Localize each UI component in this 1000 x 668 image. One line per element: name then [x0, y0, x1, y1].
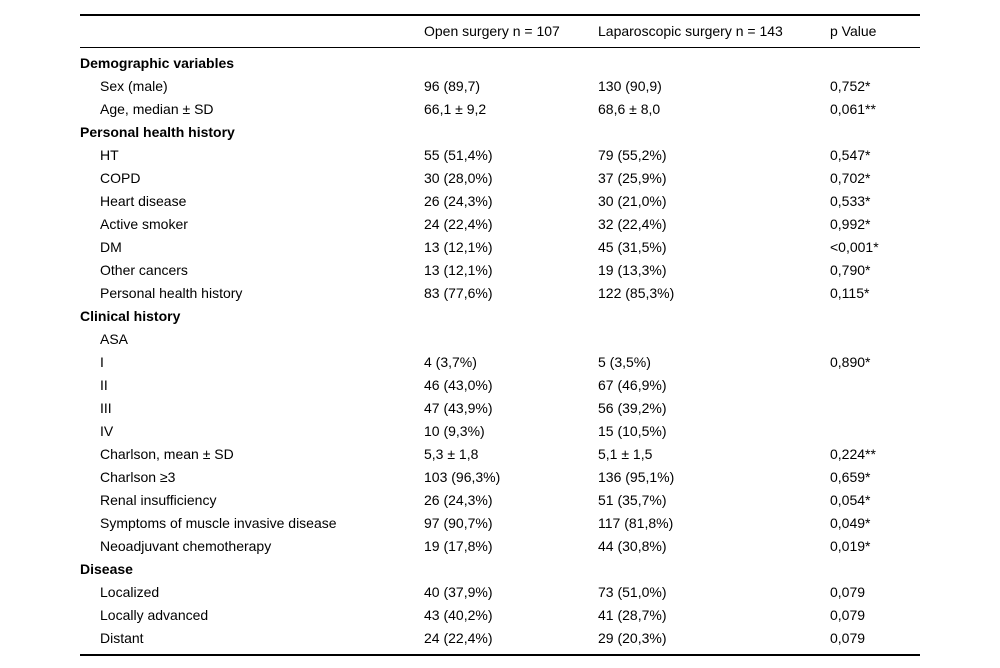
table-row — [80, 489, 920, 512]
table-row — [80, 351, 920, 374]
row-label: Demographic variables — [80, 55, 235, 71]
table-row — [80, 604, 920, 627]
row-label: Symptoms of muscle invasive disease — [100, 515, 337, 531]
col-p-value: 0,079 — [830, 630, 866, 646]
col-open-surgery — [424, 121, 598, 144]
col-p-value — [830, 121, 920, 144]
table-row — [80, 236, 920, 259]
col-open-surgery: 24 (22,4%) — [424, 216, 493, 232]
col-p-value: 0,061** — [830, 101, 876, 117]
col-open-surgery: 5,3 ± 1,8 — [424, 446, 479, 462]
row-label: Personal health history — [80, 124, 235, 140]
col-open-surgery: 47 (43,9%) — [424, 400, 493, 416]
col-open-surgery: 55 (51,4%) — [424, 147, 493, 163]
col-open-surgery — [424, 328, 598, 351]
col-p-value — [830, 305, 920, 328]
col-p-value: 0,533* — [830, 193, 871, 209]
col-laparoscopic-surgery: 15 (10,5%) — [598, 423, 667, 439]
col-laparoscopic-surgery: 136 (95,1%) — [598, 469, 675, 485]
row-label: COPD — [100, 170, 141, 186]
col-p-value: 0,890* — [830, 354, 871, 370]
col-open-surgery: 66,1 ± 9,2 — [424, 101, 487, 117]
section-row — [80, 121, 920, 144]
col-laparoscopic-surgery: 5 (3,5%) — [598, 354, 651, 370]
table-row — [80, 581, 920, 604]
col-laparoscopic-surgery: 29 (20,3%) — [598, 630, 667, 646]
row-label: DM — [100, 239, 122, 255]
row-label: Clinical history — [80, 308, 181, 324]
col-p-value — [830, 397, 920, 420]
table-row — [80, 190, 920, 213]
col-p-value: 0,547* — [830, 147, 871, 163]
row-label: Heart disease — [100, 193, 187, 209]
row-label: Sex (male) — [100, 78, 168, 94]
col-open-surgery — [424, 558, 598, 581]
table-row — [80, 75, 920, 98]
col-laparoscopic-surgery: 37 (25,9%) — [598, 170, 667, 186]
row-label: Other cancers — [100, 262, 188, 278]
col-laparoscopic-surgery: 44 (30,8%) — [598, 538, 667, 554]
col-laparoscopic-surgery: 30 (21,0%) — [598, 193, 667, 209]
col-open-surgery: 40 (37,9%) — [424, 584, 493, 600]
col-laparoscopic-surgery: 73 (51,0%) — [598, 584, 667, 600]
table-row — [80, 627, 920, 656]
col-p-value: 0,702* — [830, 170, 871, 186]
col-laparoscopic-surgery — [598, 121, 830, 144]
col-p-value — [830, 374, 920, 397]
col-open-surgery: 30 (28,0%) — [424, 170, 493, 186]
comparison-table — [80, 14, 920, 656]
col-open-surgery — [424, 48, 598, 75]
header-laparoscopic-surgery: Laparoscopic surgery n = 143 — [598, 23, 783, 39]
table-row — [80, 167, 920, 190]
col-laparoscopic-surgery: 117 (81,8%) — [598, 515, 674, 531]
col-open-surgery: 10 (9,3%) — [424, 423, 485, 439]
col-laparoscopic-surgery: 51 (35,7%) — [598, 492, 667, 508]
header-open-surgery: Open surgery n = 107 — [424, 23, 560, 39]
col-p-value — [830, 328, 920, 351]
table-row — [80, 535, 920, 558]
table-row — [80, 98, 920, 121]
col-open-surgery: 13 (12,1%) — [424, 262, 493, 278]
row-label: III — [100, 400, 112, 416]
col-p-value — [830, 558, 920, 581]
table-header — [80, 15, 920, 48]
header-row — [80, 15, 920, 48]
col-laparoscopic-surgery: 32 (22,4%) — [598, 216, 667, 232]
col-p-value: 0,752* — [830, 78, 871, 94]
col-laparoscopic-surgery: 56 (39,2%) — [598, 400, 667, 416]
section-row — [80, 305, 920, 328]
col-open-surgery — [424, 305, 598, 328]
col-open-surgery: 97 (90,7%) — [424, 515, 493, 531]
row-label: HT — [100, 147, 119, 163]
table-row — [80, 374, 920, 397]
col-laparoscopic-surgery: 41 (28,7%) — [598, 607, 667, 623]
section-row — [80, 558, 920, 581]
row-label: Disease — [80, 561, 133, 577]
table-row — [80, 466, 920, 489]
header-p-value: p Value — [830, 23, 877, 39]
col-laparoscopic-surgery: 5,1 ± 1,5 — [598, 446, 653, 462]
col-laparoscopic-surgery — [598, 305, 830, 328]
table-row — [80, 512, 920, 535]
row-label: II — [100, 377, 108, 393]
col-p-value: 0,079 — [830, 607, 866, 623]
col-laparoscopic-surgery — [598, 328, 830, 351]
col-laparoscopic-surgery: 45 (31,5%) — [598, 239, 667, 255]
row-label: Charlson ≥3 — [100, 469, 176, 485]
col-laparoscopic-surgery: 19 (13,3%) — [598, 262, 667, 278]
col-laparoscopic-surgery — [598, 558, 830, 581]
col-open-surgery: 83 (77,6%) — [424, 285, 493, 301]
table-row — [80, 144, 920, 167]
table-row — [80, 443, 920, 466]
row-label: Neoadjuvant chemotherapy — [100, 538, 272, 554]
col-open-surgery: 26 (24,3%) — [424, 193, 493, 209]
col-p-value: 0,079 — [830, 584, 866, 600]
col-p-value: 0,019* — [830, 538, 871, 554]
table-row — [80, 328, 920, 351]
col-laparoscopic-surgery: 122 (85,3%) — [598, 285, 675, 301]
col-p-value: <0,001* — [830, 239, 879, 255]
col-laparoscopic-surgery: 79 (55,2%) — [598, 147, 667, 163]
col-open-surgery: 46 (43,0%) — [424, 377, 493, 393]
col-p-value: 0,224** — [830, 446, 876, 462]
row-label: Localized — [100, 584, 160, 600]
table-body — [80, 48, 920, 656]
row-label: Active smoker — [100, 216, 188, 232]
col-p-value: 0,659* — [830, 469, 871, 485]
col-p-value — [830, 420, 920, 443]
col-open-surgery: 26 (24,3%) — [424, 492, 493, 508]
col-p-value: 0,049* — [830, 515, 871, 531]
col-laparoscopic-surgery: 68,6 ± 8,0 — [598, 101, 661, 117]
col-open-surgery: 19 (17,8%) — [424, 538, 493, 554]
col-laparoscopic-surgery: 67 (46,9%) — [598, 377, 667, 393]
table-row — [80, 420, 920, 443]
table-row — [80, 259, 920, 282]
table-row — [80, 213, 920, 236]
col-open-surgery: 13 (12,1%) — [424, 239, 493, 255]
col-open-surgery: 24 (22,4%) — [424, 630, 493, 646]
table-row — [80, 282, 920, 305]
section-row — [80, 48, 920, 75]
col-p-value — [830, 48, 920, 75]
col-laparoscopic-surgery: 130 (90,9) — [598, 78, 662, 94]
table-row — [80, 397, 920, 420]
row-label: Renal insufficiency — [100, 492, 217, 508]
header-empty — [80, 15, 424, 48]
col-p-value: 0,790* — [830, 262, 871, 278]
col-p-value: 0,054* — [830, 492, 871, 508]
row-label: IV — [100, 423, 114, 439]
col-p-value: 0,115* — [830, 285, 870, 301]
col-p-value: 0,992* — [830, 216, 871, 232]
col-laparoscopic-surgery — [598, 48, 830, 75]
col-open-surgery: 43 (40,2%) — [424, 607, 493, 623]
row-label: Distant — [100, 630, 144, 646]
col-open-surgery: 103 (96,3%) — [424, 469, 501, 485]
col-open-surgery: 96 (89,7) — [424, 78, 481, 94]
row-label: Age, median ± SD — [100, 101, 214, 117]
row-label: Locally advanced — [100, 607, 209, 623]
row-label: ASA — [100, 331, 129, 347]
row-label: Charlson, mean ± SD — [100, 446, 234, 462]
col-open-surgery: 4 (3,7%) — [424, 354, 477, 370]
row-label: I — [100, 354, 104, 370]
row-label: Personal health history — [100, 285, 243, 301]
